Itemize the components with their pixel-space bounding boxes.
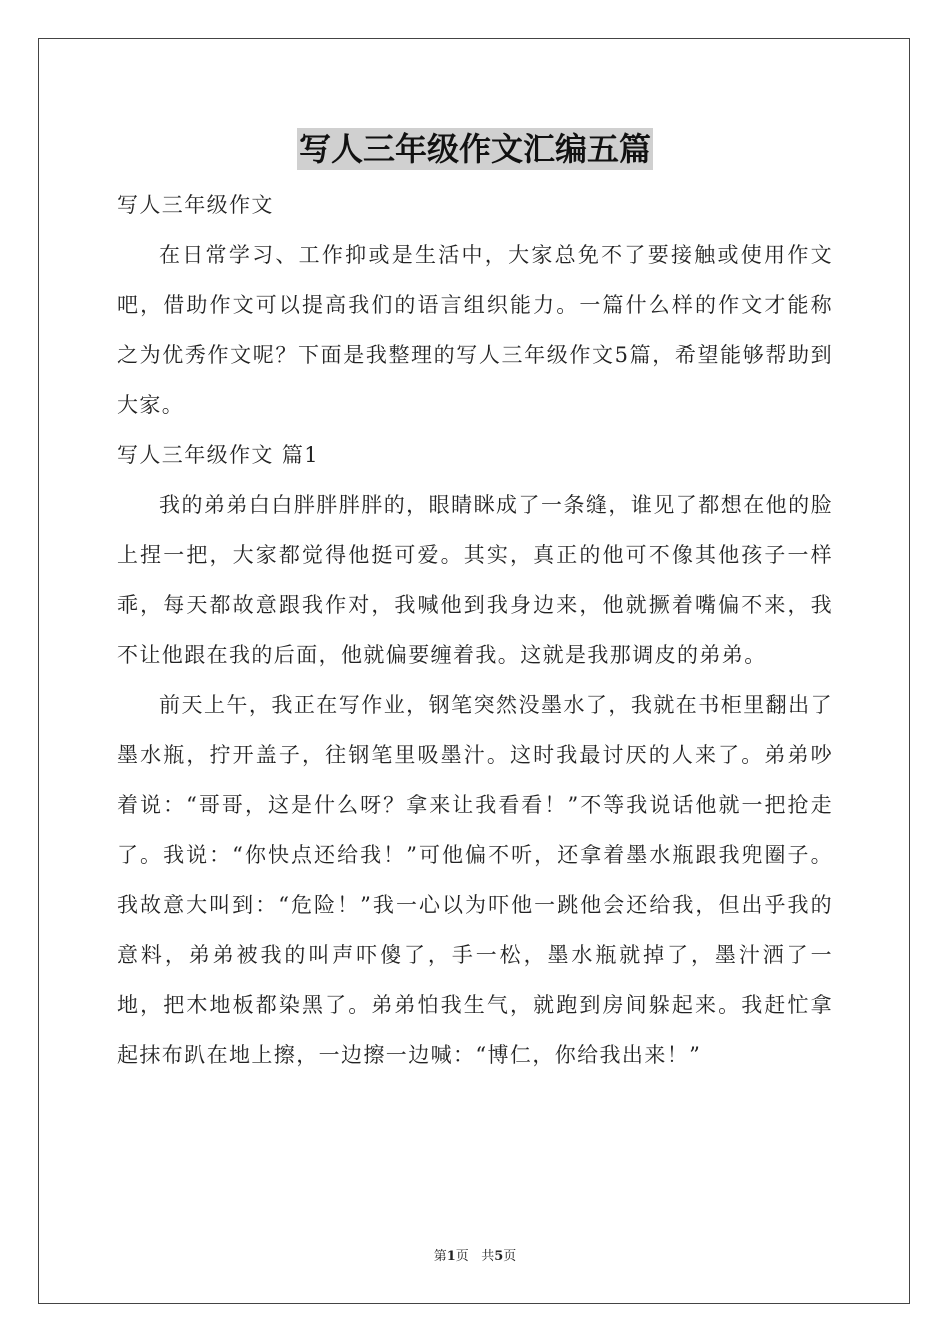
body-paragraph-2: 前天上午，我正在写作业，钢笔突然没墨水了，我就在书柜里翻出了墨水瓶，拧开盖子，往钢笔里吸墨汁。这时我最讨厌的人来了。弟弟吵着说：“哥哥，这是什么呀？拿来让我看看！”不等我说话他就一把抢走了。我说：“你快点还给我！”可他偏不听，还拿着墨水瓶跟我兜圈子。我故意大叫到：“危险！”我一心以为吓他一跳他会还给我，但出乎我的意料，弟弟被我的叫声吓傻了，手一松，墨水瓶就掉了，墨汁洒了一地，把木地板都染黑了。弟弟怕我生气，就跑到房间躲起来。我赶忙拿起抹布趴在地上擦，一边擦一边喊：“博仁，你给我出来！”: [117, 693, 833, 1067]
title-container: [0, 128, 950, 170]
footer-total-prefix: 共: [481, 1249, 495, 1264]
section-heading: 写人三年级作文 篇1: [117, 443, 320, 467]
footer-page-number: 1: [446, 1249, 456, 1264]
document-body: [117, 180, 833, 1080]
body-paragraph-1: 我的弟弟白白胖胖胖胖的，眼睛眯成了一条缝，谁见了都想在他的脸上捏一把，大家都觉得他挺可爱。其实，真正的他可不像其他孩子一样乖，每天都故意跟我作对，我喊他到我身边来，他就撅着嘴偏不来，我不让他跟在我的后面，他就偏要缠着我。这就是我那调皮的弟弟。: [117, 493, 833, 667]
footer-page-suffix: 页: [455, 1249, 469, 1264]
footer-total-suffix: 页: [503, 1249, 517, 1264]
footer-total-pages: 5: [494, 1249, 504, 1264]
footer-page-prefix: 第: [433, 1249, 447, 1264]
page-footer: [0, 1245, 950, 1264]
intro-paragraph: 在日常学习、工作抑或是生活中，大家总免不了要接触或使用作文吧，借助作文可以提高我们的语言组织能力。一篇什么样的作文才能称之为优秀作文呢？下面是我整理的写人三年级作文5篇，希望能够帮助到大家。: [117, 243, 833, 417]
subtitle: 写人三年级作文: [117, 193, 274, 217]
document-title: 写人三年级作文汇编五篇: [298, 130, 651, 168]
